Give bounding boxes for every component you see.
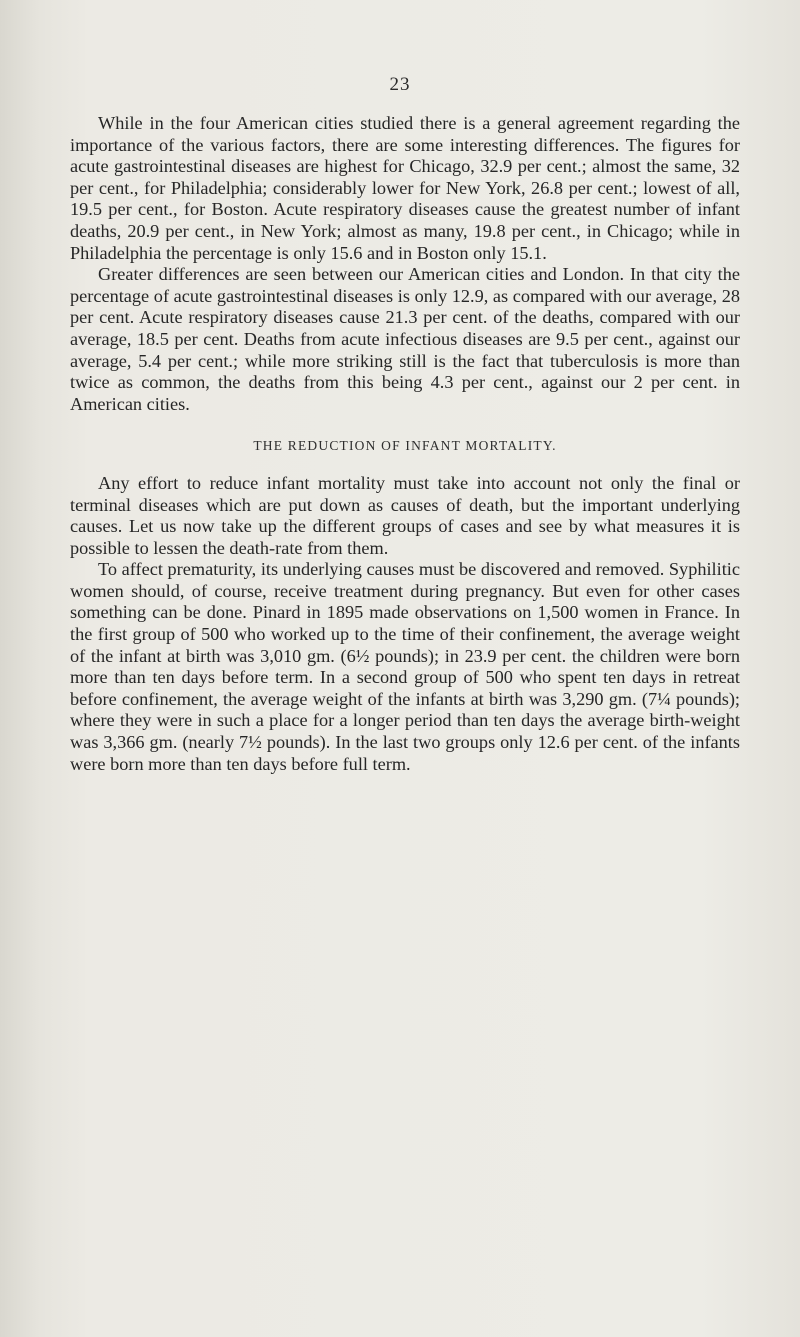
body-text: [70, 113, 740, 775]
paragraph-reduction-effort: Any effort to reduce infant mortality must take into account not only the final or terminal diseases which are put down as causes of death, but the important underlying causes. Let us now take up the different groups of cases and see by what measures it is possible to lessen the death-rate from them.: [70, 472, 740, 558]
paragraph-city-comparison: While in the four American cities studied there is a general agreement regarding the importance of the various factors, there are some interesting differences. The figures for acute gastrointestinal diseases are highest for Chicago, 32.9 per cent.; almost the same, 32 per cent., for Philadelphia; considerably lower for New York, 26.8 per cent.; lowest of all, 19.5 per cent., for Boston. Acute respiratory diseases cause the greatest number of infant deaths, 20.9 per cent., in New York; almost as many, 19.8 per cent., in Chicago; while in Philadelphia the percentage is only 15.6 and in Boston only 15.1.: [70, 113, 740, 263]
section-heading: THE REDUCTION OF INFANT MORTALITY.: [253, 438, 557, 454]
paragraph-london-comparison: Greater differences are seen between our American cities and London. In that city the percentage of acute gastrointestinal diseases is only 12.9, as compared with our average, 28 per cent. Acute respiratory diseases cause 21.3 per cent. of the deaths, compared with our average, 18.5 per cent. Deaths from acute infectious diseases are 9.5 per cent., against our average, 5.4 per cent.; while more striking still is the fact that tuberculosis is more than twice as common, the deaths from this being 4.3 per cent., against our 2 per cent. in American cities.: [70, 264, 740, 414]
page-number: 23: [389, 74, 411, 95]
paragraph-prematurity: To affect prematurity, its underlying causes must be discovered and removed. Syphilitic women should, of course, receive treatment during pregnancy. But even for other cases something can be done. Pinard in 1895 made observations on 1,500 women in France. In the first group of 500 who worked up to the time of their confinement, the average weight of the infant at birth was 3,010 gm. (6½ pounds); in 23.9 per cent. the children were born more than ten days before term. In a second group of 500 who spent ten days in retreat before confinement, the average weight of the infants at birth was 3,290 gm. (7¼ pounds); where they were in such a place for a longer period than ten days the average birth-weight was 3,366 gm. (nearly 7½ pounds). In the last two groups only 12.6 per cent. of the infants were born more than ten days before full term.: [70, 559, 740, 774]
